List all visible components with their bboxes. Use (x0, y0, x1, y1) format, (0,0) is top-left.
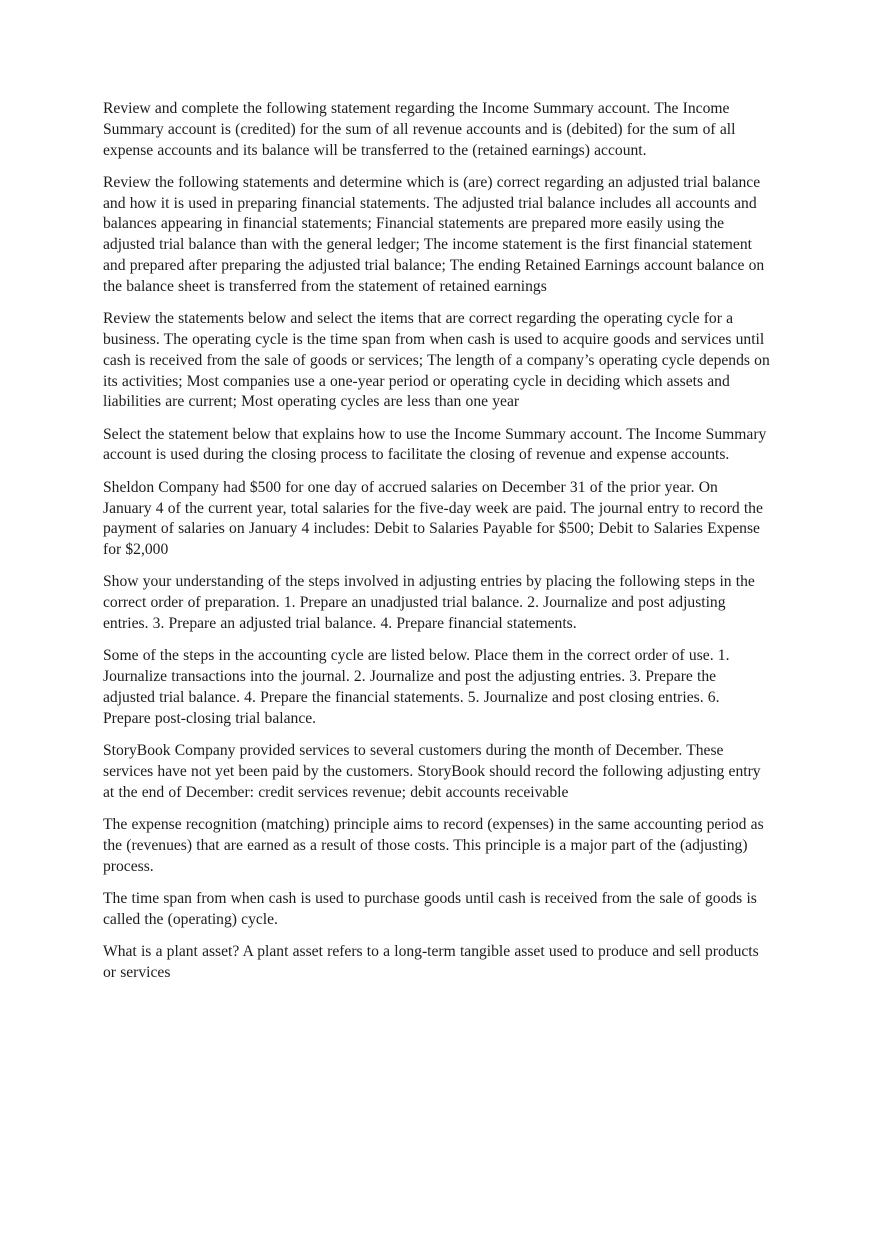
paragraph-operating-cycle-definition: The time span from when cash is used to purchase goods until cash is received from the sale of goods is called the (operating) cycle. (103, 889, 757, 928)
paragraph-storybook-company: StoryBook Company provided services to several customers during the month of December. These services have not yet been paid by the customers. StoryBook should record the following adjusting entry at the end of December: credit services revenue; debit accounts receivable (103, 742, 761, 801)
paragraph-accounting-cycle-steps: Some of the steps in the accounting cycle are listed below. Place them in the correct order of use. 1. Journalize transactions into the journal. 2. Journalize and post the adjusting entries. 3. Prepare the adjusted trial balance. 4. Prepare the financial statements. 5. Journalize and post closing entries. 6. Prepare post-closing trial balance. (103, 647, 730, 727)
paragraph-income-summary-statement: Review and complete the following statement regarding the Income Summary account. The Income Summary account is (credited) for the sum of all revenue accounts and is (debited) for the sum of all expense accounts and its balance will be transferred to the (retained earnings) account. (103, 100, 736, 159)
paragraph-adjusting-entries-steps: Show your understanding of the steps involved in adjusting entries by placing the following steps in the correct order of preparation. 1. Prepare an unadjusted trial balance. 2. Journalize and post adjusting entries. 3. Prepare an adjusted trial balance. 4. Prepare financial statements. (103, 573, 755, 633)
paragraph-sheldon-company: Sheldon Company had $500 for one day of accrued salaries on December 31 of the prior year. On January 4 of the current year, total salaries for the five-day week are paid. The journal entry to record the payment of salaries on January 4 includes: Debit to Salaries Payable for $500; Debit to Salaries Expense for $2,000 (103, 478, 763, 559)
document-body (103, 99, 770, 995)
paragraph-plant-asset-definition: What is a plant asset? A plant asset refers to a long-term tangible asset used to produce and sell products or services (103, 942, 759, 981)
paragraph-operating-cycle-statements: Review the statements below and select the items that are correct regarding the operating cycle for a business. The operating cycle is the time span from when cash is used to acquire goods and services until cash is received from the sale of goods or services; The length of a company’s operating cycle depends on its activities; Most companies use a one-year period or operating cycle in deciding which assets and liabilities are current; Most operating cycles are less than one year (103, 310, 770, 411)
paragraph-expense-recognition-principle: The expense recognition (matching) principle aims to record (expenses) in the same accounting period as the (revenues) that are earned as a result of those costs. This principle is a major part of the (adjusting) process. (103, 815, 764, 875)
paragraph-income-summary-use: Select the statement below that explains how to use the Income Summary account. The Income Summary account is used during the closing process to facilitate the closing of revenue and expense accounts. (103, 425, 767, 464)
paragraph-adjusted-trial-balance: Review the following statements and determine which is (are) correct regarding an adjusted trial balance and how it is used in preparing financial statements. The adjusted trial balance includes all accounts and balances appearing in financial statements; Financial statements are prepared more easily using the adjusted trial balance than with the general ledger; The income statement is the first financial statement and prepared after preparing the adjusted trial balance; The ending Retained Earnings account balance on the balance sheet is transferred from the statement of retained earnings (103, 173, 765, 295)
